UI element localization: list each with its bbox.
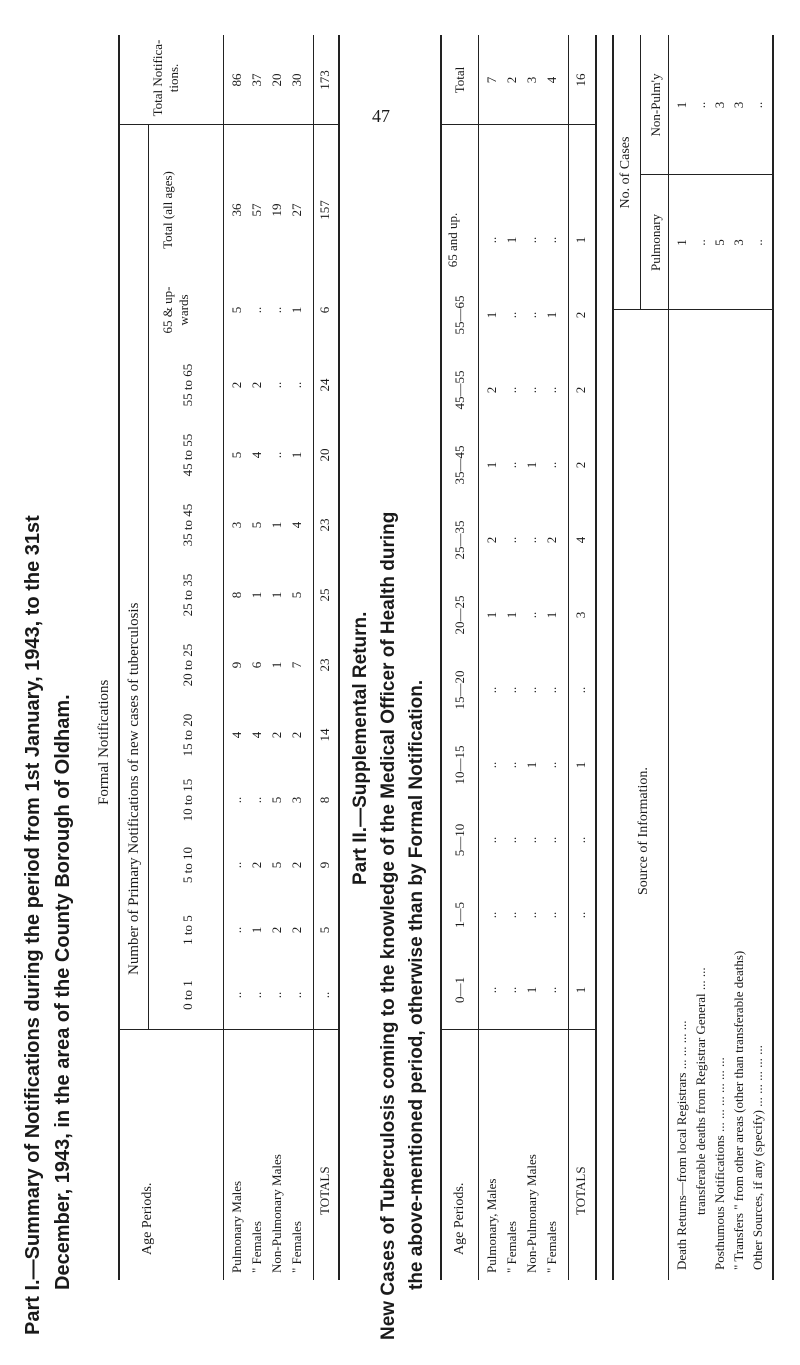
part2-title: Part II.—Supplemental Return. <box>350 611 371 885</box>
p2-cell: 2 <box>484 536 499 544</box>
p1-cell: 36 <box>229 203 244 217</box>
p1-total-divider <box>118 124 338 125</box>
source-pulmonary-value: .. <box>750 239 765 246</box>
p2-total: 3 <box>573 611 588 619</box>
p2-cell: 2 <box>504 76 519 84</box>
p2-total: 16 <box>573 73 588 87</box>
source-pulmonary-value: .. <box>693 239 708 246</box>
p1-total: 23 <box>317 518 332 532</box>
p1-cell: 5 <box>269 796 284 804</box>
p1-cell: 2 <box>289 926 304 934</box>
p1-total-cell: 30 <box>289 73 304 87</box>
p1-total: 23 <box>317 658 332 672</box>
p1-cell: .. <box>269 451 284 459</box>
p1-cell: 2 <box>249 381 264 389</box>
p2-cell: 1 <box>544 311 559 319</box>
p1-total: 14 <box>317 728 332 742</box>
p2-total: 1 <box>573 986 588 994</box>
p2-cell: 4 <box>544 76 559 84</box>
p1-cell: 3 <box>229 521 244 529</box>
source-header: Source of Information. <box>636 767 651 895</box>
part2-subtitle-line1: New Cases of Tuberculosis coming to the knowledge of the Medical Officer of Health during <box>378 511 399 1340</box>
part1-title-line2: December, 1943, in the area of the County Borough of Oldham. <box>52 694 74 1290</box>
p2-totals-label: TOTALS <box>573 1166 588 1215</box>
p1-row-label: " Females <box>289 1221 304 1273</box>
p1-cell: 2 <box>229 381 244 389</box>
p1-col-header: Total (all ages) <box>160 171 175 249</box>
p2-row-label: Non-Pulmonary Males <box>524 1154 539 1273</box>
p2-col-header: 25—35 <box>452 520 467 560</box>
p1-total-cell: 86 <box>229 73 244 87</box>
p1-cell: 2 <box>249 861 264 869</box>
p1-total-cell: 20 <box>269 73 284 87</box>
non-pulmonary-header: Non-Pulm'y <box>648 73 663 137</box>
p1-col-header: 45 to 55 <box>180 433 195 477</box>
p2-cell: 1 <box>504 236 519 244</box>
p1-total: 9 <box>317 861 332 869</box>
p1-cell: .. <box>229 861 244 869</box>
src-divider-2 <box>640 174 772 175</box>
p2-total: .. <box>573 686 588 694</box>
p2-cell: .. <box>504 761 519 769</box>
p1-cell: 2 <box>269 926 284 934</box>
p2-cell: .. <box>544 836 559 844</box>
p2-total: .. <box>573 911 588 919</box>
p1-cell: .. <box>269 991 284 999</box>
p2-top-rule <box>440 35 442 1280</box>
p2-cell: .. <box>524 386 539 394</box>
p1-header-rule <box>148 125 149 1030</box>
p2-totals-rule <box>568 35 569 1280</box>
p1-total: 5 <box>317 926 332 934</box>
p2-cell: 2 <box>544 536 559 544</box>
p1-cell: 1 <box>289 306 304 314</box>
part1-title-line1: Part I.—Summary of Notifications during the period from 1st January, 1943, to the 31st <box>22 515 44 1335</box>
p1-col-header: 10 to 15 <box>180 778 195 822</box>
p1-totals-rule <box>313 35 314 1280</box>
p1-total: 157 <box>317 200 332 220</box>
p1-cell: 1 <box>269 591 284 599</box>
p1-col-header: 35 to 45 <box>180 503 195 547</box>
p2-cell: .. <box>524 611 539 619</box>
pulmonary-header: Pulmonary <box>648 213 663 272</box>
src-divider <box>612 309 772 310</box>
source-non-pulmonary-value: 3 <box>731 101 746 109</box>
source-row-label: Posthumous Notifications ... ... ... ... ... ... <box>712 1057 727 1270</box>
p2-cell: .. <box>484 911 499 919</box>
p2-cell: .. <box>504 311 519 319</box>
source-non-pulmonary-value: 3 <box>712 101 727 109</box>
p1-total: 20 <box>317 448 332 462</box>
p1-col-rule <box>223 35 224 1280</box>
p2-col-header: 0—1 <box>452 977 467 1003</box>
p2-cell: 1 <box>504 611 519 619</box>
p1-cell: 9 <box>229 661 244 669</box>
src-header-rule <box>640 35 641 310</box>
p2-cell: .. <box>544 761 559 769</box>
p2-cell: .. <box>524 911 539 919</box>
p2-col-header: 65 and up. <box>445 212 460 268</box>
p1-cell: .. <box>269 306 284 314</box>
p2-cell: 1 <box>524 761 539 769</box>
p1-cell: 5 <box>289 591 304 599</box>
p2-total: 2 <box>573 311 588 319</box>
p1-col-header: 25 to 35 <box>180 573 195 617</box>
page-number: 47 <box>372 106 390 126</box>
formal-notifications-label: Formal Notifications <box>96 679 112 805</box>
p2-cell: .. <box>524 686 539 694</box>
p2-cell: 1 <box>544 611 559 619</box>
p1-bottom-rule <box>338 35 340 1280</box>
p1-cell: 7 <box>289 661 304 669</box>
p1-totals-label: TOTALS <box>317 1166 332 1215</box>
p2-total-divider <box>440 124 595 125</box>
p1-cell: .. <box>229 796 244 804</box>
p1-cell: .. <box>269 381 284 389</box>
p1-cell: .. <box>249 991 264 999</box>
p1-cell: 19 <box>269 203 284 217</box>
p1-cell: 5 <box>229 451 244 459</box>
p1-cell: .. <box>289 381 304 389</box>
p1-cell: 2 <box>289 731 304 739</box>
p2-col-header: 20—25 <box>452 595 467 635</box>
p2-cell: .. <box>524 836 539 844</box>
p1-cell: 57 <box>249 203 264 217</box>
p1-total-notifications-header: Total Notifica-tions. <box>150 39 181 117</box>
p1-total: 25 <box>317 588 332 602</box>
p1-cell: 6 <box>249 661 264 669</box>
p2-col-header: 35—45 <box>452 445 467 485</box>
p1-cell: 1 <box>249 591 264 599</box>
p1-cell: 5 <box>269 861 284 869</box>
p1-grand-total: 173 <box>317 70 332 90</box>
part2-subtitle-line2: the above-mentioned period, otherwise than by Formal Notification. <box>406 679 427 1290</box>
p2-col-header: 45—55 <box>452 370 467 410</box>
source-row-label: transferable deaths from Registrar General ... ... <box>693 967 708 1215</box>
p1-col-header: 20 to 25 <box>180 643 195 687</box>
p2-col-header: 1—5 <box>452 902 467 928</box>
no-of-cases-header: No. of Cases <box>618 136 633 209</box>
p2-cell: .. <box>504 686 519 694</box>
p1-col-header: 1 to 5 <box>180 915 195 945</box>
p1-age-periods-label: Age Periods. <box>140 1182 155 1255</box>
p1-cell: 2 <box>289 861 304 869</box>
source-pulmonary-value: 5 <box>712 239 727 246</box>
p2-row-label: " Females <box>544 1221 559 1273</box>
p2-total: 2 <box>573 386 588 394</box>
p2-cell: 1 <box>484 461 499 469</box>
p1-total: 6 <box>317 306 332 314</box>
p2-cell: 1 <box>524 986 539 994</box>
p1-cell: 5 <box>229 306 244 314</box>
p1-label-divider <box>118 1029 338 1030</box>
p1-cell: .. <box>249 796 264 804</box>
p1-cell: 1 <box>289 451 304 459</box>
p2-cell: .. <box>544 461 559 469</box>
p2-cell: .. <box>484 686 499 694</box>
p1-cell: 2 <box>269 731 284 739</box>
p2-header-rule <box>478 35 479 1280</box>
p1-cell: 1 <box>269 661 284 669</box>
p2-cell: .. <box>484 236 499 244</box>
p1-col-header: 5 to 10 <box>180 846 195 884</box>
p1-total: .. <box>317 991 332 999</box>
p1-cell: 4 <box>229 731 244 739</box>
p2-col-header: 55—65 <box>452 295 467 335</box>
p2-cell: .. <box>484 761 499 769</box>
p1-cell: 1 <box>269 521 284 529</box>
p2-cell: 2 <box>484 386 499 394</box>
p1-cell: .. <box>229 991 244 999</box>
p1-row-label: Non-Pulmonary Males <box>269 1154 284 1273</box>
source-row-label: Other Sources, if any (specify) ... ... ... ... ... <box>750 1045 765 1270</box>
p2-col-header: 10—15 <box>452 745 467 785</box>
p1-col-header: 55 to 65 <box>180 363 195 407</box>
p2-cell: .. <box>544 911 559 919</box>
source-non-pulmonary-value: .. <box>693 101 708 109</box>
p2-cell: .. <box>504 911 519 919</box>
p1-cell: .. <box>249 306 264 314</box>
p2-cell: .. <box>544 386 559 394</box>
p1-cell: 5 <box>249 521 264 529</box>
p2-cell: 3 <box>524 76 539 84</box>
source-pulmonary-value: 1 <box>674 239 689 246</box>
p1-cell: 3 <box>289 796 304 804</box>
p2-cell: 1 <box>524 461 539 469</box>
p2-cell: .. <box>504 836 519 844</box>
p1-total: 24 <box>317 378 332 392</box>
p2-col-header: 5—10 <box>452 823 467 857</box>
src-col-rule <box>668 35 669 1280</box>
p1-cell: 8 <box>229 591 244 599</box>
p2-row-label: Pulmonary, Males <box>484 1178 499 1273</box>
p1-primary-header: Number of Primary Notifications of new cases of tuberculosis <box>126 602 142 975</box>
p2-total: 1 <box>573 236 588 244</box>
p2-cell: .. <box>484 986 499 994</box>
p2-cell: .. <box>544 686 559 694</box>
p1-cell: 4 <box>249 731 264 739</box>
p2-bottom-rule <box>595 35 597 1280</box>
p1-row-label: Pulmonary Males <box>229 1180 244 1273</box>
source-pulmonary-value: 3 <box>731 239 746 246</box>
p2-cell: 1 <box>484 311 499 319</box>
source-row-label: Death Returns—from local Registrars ... ... ... ... <box>674 1020 689 1270</box>
p1-row-label: " Females <box>249 1221 264 1273</box>
p2-cell: .. <box>484 836 499 844</box>
p2-total: 2 <box>573 461 588 469</box>
source-row-label: " Transfers " from other areas (other than transferable deaths) <box>731 950 746 1270</box>
p1-col-header: 0 to 1 <box>180 980 195 1010</box>
p2-total: 1 <box>573 761 588 769</box>
p2-row-label: " Females <box>504 1221 519 1273</box>
p2-cell: .. <box>504 986 519 994</box>
p2-total: 4 <box>573 536 588 544</box>
p2-cell: .. <box>544 986 559 994</box>
p2-cell: .. <box>504 386 519 394</box>
p1-cell: 27 <box>289 203 304 217</box>
p2-cell: .. <box>504 536 519 544</box>
p1-cell: 4 <box>249 451 264 459</box>
p2-cell: .. <box>504 461 519 469</box>
p2-cell: 7 <box>484 76 499 84</box>
source-non-pulmonary-value: .. <box>750 101 765 109</box>
p2-cell: .. <box>544 236 559 244</box>
p1-cell: .. <box>289 991 304 999</box>
p2-col-header: 15—20 <box>452 670 467 710</box>
p2-cell: 1 <box>484 611 499 619</box>
p2-cell: .. <box>524 236 539 244</box>
p1-col-header: 15 to 20 <box>180 713 195 757</box>
src-top-rule <box>612 35 614 1280</box>
p1-cell: .. <box>229 926 244 934</box>
p1-cell: 1 <box>249 926 264 934</box>
src-bottom-rule <box>772 35 774 1280</box>
p2-total: .. <box>573 836 588 844</box>
p1-total: 8 <box>317 796 332 804</box>
p1-col-header: 65 & up-wards <box>160 286 191 334</box>
p1-total-cell: 37 <box>249 73 264 87</box>
p1-top-rule <box>118 35 120 1280</box>
p2-label-divider <box>440 1029 595 1030</box>
p2-age-periods-label: Age Periods. <box>452 1182 467 1255</box>
source-non-pulmonary-value: 1 <box>674 101 689 109</box>
p1-cell: 4 <box>289 521 304 529</box>
p2-col-header: Total <box>452 66 467 94</box>
p2-cell: .. <box>524 311 539 319</box>
p2-cell: .. <box>524 536 539 544</box>
